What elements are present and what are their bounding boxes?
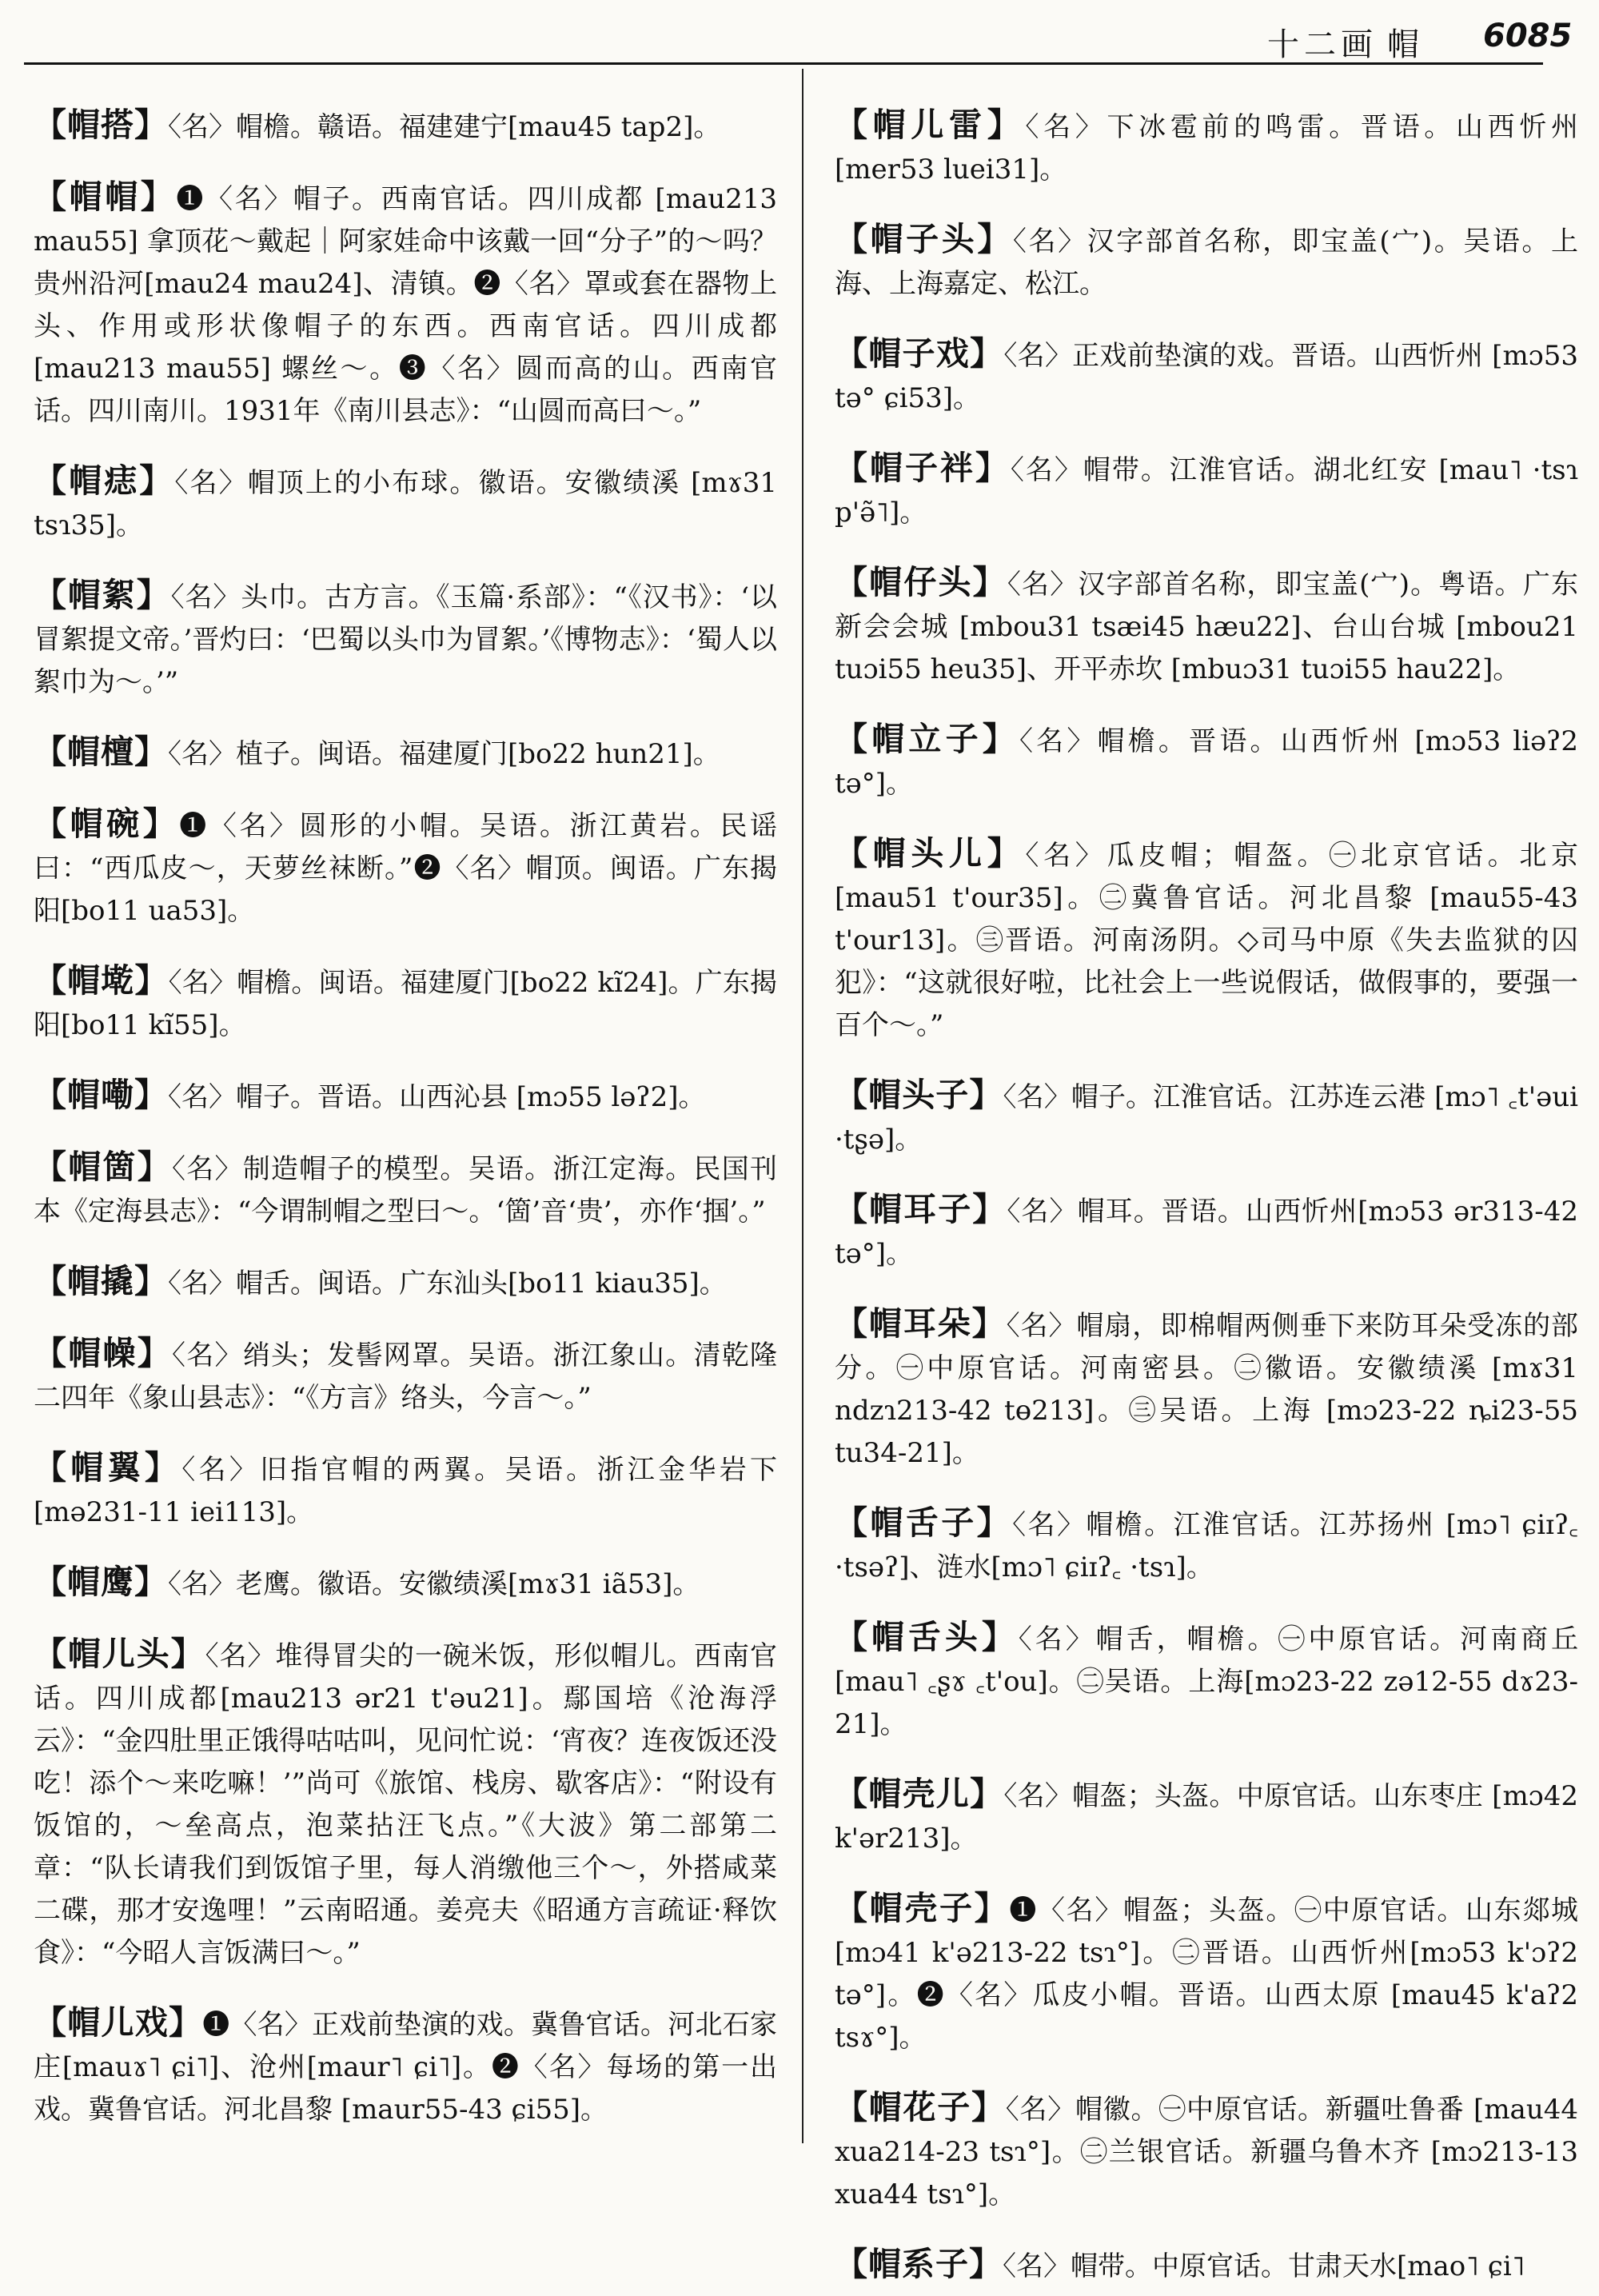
entry-headword: 【帽鹰】 [34, 1563, 168, 1601]
dictionary-entry [34, 176, 777, 433]
dictionary-entry [34, 574, 777, 704]
entry-headword: 【帽帽】 [34, 178, 177, 216]
entry-definition: ❶〈名〉正戏前垫演的戏。冀鲁官话。河北石家庄[mauɤ˥ ɕi˥]、沧州[maur˥ ɕi˥]。❷〈名〉每场的第一出戏。冀鲁官话。河北昌黎 [maur55-43 ɕi55]。 [34, 2009, 778, 2126]
entry-headword: 【帽子袢】 [835, 449, 1011, 487]
entry-headword: 【帽碗】 [34, 805, 180, 843]
entry-definition: 〈名〉帽徽。㊀中原官话。新疆吐鲁番 [mau44 xua214-23 tsɿ°]。㊁兰银官话。新疆乌鲁木齐 [mɔ213-13 xua44 tsɿ°]。 [835, 2094, 1578, 2210]
dictionary-entry [34, 1146, 777, 1233]
entry-headword: 【帽系子】 [835, 2245, 1003, 2283]
dictionary-entry [34, 803, 777, 932]
entry-headword: 【帽壳子】 [835, 1889, 1010, 1927]
entry-definition: 〈名〉下冰雹前的鸣雷。晋语。山西忻州 [mer53 luei31]。 [835, 111, 1579, 186]
dictionary-entry [835, 447, 1578, 534]
entry-headword: 【帽舌子】 [835, 1503, 1013, 1542]
dictionary-entry [835, 2086, 1578, 2216]
dictionary-entry [34, 1633, 777, 1975]
entry-definition: 〈名〉帽盔；头盔。中原官话。山东枣庄 [mɔ42 k'ər213]。 [835, 1780, 1578, 1855]
running-head-character: 帽 [1387, 26, 1419, 63]
entry-headword: 【帽舌头】 [835, 1618, 1019, 1656]
page-header [0, 0, 1599, 66]
entry-headword: 【帽耳子】 [835, 1190, 1007, 1228]
entry-headword: 【帽儿头】 [34, 1635, 205, 1673]
entry-definition: 〈名〉帽顶上的小布球。徽语。安徽绩溪 [mɤ31 tsɿ35]。 [34, 467, 778, 541]
entry-definition: 〈名〉帽檐。晋语。山西忻州 [mɔ53 liəʔ2 tə°]。 [835, 725, 1579, 800]
dictionary-entry [835, 1887, 1578, 2059]
entry-definition: ❶〈名〉帽子。西南官话。四川成都 [mau213 mau55] 拿顶花～戴起｜阿家娃命中该戴一回“分子”的～吗？贵州沿河[mau24 mau24]、清镇。❷〈名〉罩或套在器物上头、作用或形状像帽子的东西。西南官话。四川成都[mau213 mau55] 螺丝～。❸〈名〉圆而高的山。西南官话。四川南川。1931年《南川县志》：“山圆而高曰～。” [34, 183, 778, 427]
entry-headword: 【帽头子】 [835, 1076, 1003, 1114]
entry-definition: 〈名〉老鹰。徽语。安徽绩溪[mɤ31 iã53]。 [168, 1568, 700, 1600]
entry-definition: 〈名〉帽子。江淮官话。江苏连云港 [mɔ˥ ꜀t'əui ·tʂə]。 [835, 1081, 1578, 1156]
dictionary-entry [34, 1447, 777, 1534]
entry-definition: 〈名〉瓜皮帽；帽盔。㊀北京官话。北京 [mau51 t'our35]。㊁冀鲁官话。河北昌黎 [mau55-43 t'our13]。㊂晋语。河南汤阴。◇司马中原《失去监狱的囚犯》：“这就很好啦，比社会上一些说假话，做假事的，要强一百个～。” [835, 840, 1579, 1041]
entry-definition: 〈名〉正戏前垫演的戏。晋语。山西忻州 [mɔ53 tə° ɕi53]。 [835, 340, 1578, 414]
entry-headword: 【帽嘞】 [34, 1076, 168, 1114]
entry-definition: 〈名〉帽舌。闽语。广东汕头[bo11 kiau35]。 [168, 1268, 727, 1300]
header-rule [24, 62, 1543, 65]
entry-headword: 【帽檀】 [34, 733, 168, 771]
entry-headword: 【帽幧】 [34, 1334, 172, 1372]
entry-definition: 〈名〉帽檐。闽语。福建厦门[bo22 kĩ24]。广东揭阳[bo11 kĩ55]。 [34, 967, 777, 1041]
entry-definition: 〈名〉绡头；发髻网罩。吴语。浙江象山。清乾隆二四年《象山县志》：“《方言》络头，今言～。” [34, 1340, 778, 1414]
entry-headword: 【帽儿雷】 [835, 106, 1026, 144]
entry-headword: 【帽痣】 [34, 461, 175, 500]
dictionary-entry [835, 1773, 1578, 1860]
entry-headword: 【帽撬】 [34, 1262, 168, 1300]
entry-definition: 〈名〉帽扇，即棉帽两侧垂下来防耳朵受冻的部分。㊀中原官话。河南密县。㊁徽语。安徽绩溪 [mɤ31 ndzɿ213-42 tɵ213]。㊂吴语。上海 [mɔ23-22 ȵi23-55 tu34-21]。 [835, 1310, 1579, 1469]
dictionary-entry [835, 1616, 1578, 1746]
entry-definition: 〈名〉帽檐。江淮官话。江苏扬州 [mɔ˥ ɕiɪʔ꜀ ·tsəʔ]、涟水[mɔ˥ ɕiɪʔ꜀ ·tsɿ]。 [835, 1509, 1578, 1583]
left-column [34, 77, 777, 2139]
entry-headword: 【帽搭】 [34, 106, 168, 144]
dictionary-entry [835, 1303, 1578, 1475]
entry-definition: 〈名〉植子。闽语。福建厦门[bo22 hun21]。 [168, 738, 720, 770]
dictionary-entry [34, 960, 777, 1047]
dictionary-entry [34, 2002, 777, 2131]
column-divider [802, 69, 803, 2143]
entry-headword: 【帽立子】 [835, 720, 1019, 758]
dictionary-entry [34, 1332, 777, 1420]
dictionary-entry [835, 333, 1578, 420]
dictionary-entry [835, 1502, 1578, 1589]
dictionary-entry [835, 1074, 1578, 1161]
dictionary-entry [835, 1188, 1578, 1276]
entry-headword: 【帽箇】 [34, 1148, 172, 1186]
entry-headword: 【帽墘】 [34, 961, 169, 1000]
dictionary-entry [835, 104, 1578, 191]
entry-definition: 〈名〉头巾。古方言。《玉篇·系部》：“《汉书》：‘以冒絮提文帝。’晋灼曰：‘巴蜀以头巾为冒絮。’《博物志》：‘蜀人以絮巾为～。’” [34, 581, 778, 698]
dictionary-entry [34, 731, 777, 776]
entry-definition: ❶〈名〉帽盔；头盔。㊀中原官话。山东郯城[mɔ41 k'ə213-22 tsɿ°]。㊁晋语。山西忻州[mɔ53 k'ɔʔ2 tə°]。❷〈名〉瓜皮小帽。晋语。山西太原 [mau45 k'aʔ2 tsɤ°]。 [835, 1895, 1579, 2054]
entry-definition: 〈名〉旧指官帽的两翼。吴语。浙江金华岩下 [mə231-11 iei113]。 [34, 1454, 777, 1528]
section-label: 十二画 [1267, 26, 1378, 63]
dictionary-entry [835, 718, 1578, 805]
dictionary-entry [835, 218, 1578, 305]
right-column [835, 77, 1578, 2296]
entry-headword: 【帽儿戏】 [34, 2003, 203, 2042]
dictionary-entry [34, 1260, 777, 1305]
entry-definition: 〈名〉汉字部首名称，即宝盖(宀)。粤语。广东新会会城 [mbou31 tsæi45 hæu22]、台山台城 [mbou21 tuɔi55 heu35]、开平赤坎 [mbuɔ31 tuɔi55 hau22]。 [835, 569, 1578, 685]
entry-definition: 〈名〉帽带。中原官话。甘肃天水[mao˥ ɕi˥ [1003, 2250, 1525, 2282]
dictionary-entry [34, 1561, 777, 1606]
entry-headword: 【帽絮】 [34, 576, 171, 614]
dictionary-entry [34, 460, 777, 547]
dictionary-entry [835, 2243, 1578, 2288]
entry-headword: 【帽翼】 [34, 1448, 182, 1487]
dictionary-entry [835, 561, 1578, 691]
entry-headword: 【帽子头】 [835, 220, 1013, 258]
entry-definition: 〈名〉制造帽子的模型。吴语。浙江定海。民国刊本《定海县志》：“今谓制帽之型曰～。‘箇’音‘贵’，亦作‘掴’。” [34, 1153, 778, 1228]
dictionary-entry [835, 833, 1578, 1047]
entry-definition: 〈名〉堆得冒尖的一碗米饭，形似帽儿。西南官话。四川成都[mau213 ər21 t'əu21]。鄢国培《沧海浮云》：“金四肚里正饿得咕咕叫，见问忙说：‘宵夜？连夜饭还没吃！添个～来吃嘛！’”尚可《旅馆、栈房、歇客店》：“附设有饭馆的，～垒高点，泡菜拈汪飞点。”《大波》第二部第二章：“队长请我们到饭馆子里，每人消缴他三个～，外搭咸菜二碟，那才安逸哩！”云南昭通。姜亮夫《昭通方言疏证·释饮食》：“今昭人言饭满曰～。” [34, 1640, 778, 1969]
entry-headword: 【帽子戏】 [835, 334, 1004, 373]
entry-headword: 【帽耳朵】 [835, 1304, 1007, 1343]
entry-definition: 〈名〉帽带。江淮官话。湖北红安 [mau˥ ·tsɿ p'ə̃˥]。 [835, 454, 1578, 529]
entry-headword: 【帽花子】 [835, 2088, 1006, 2126]
entry-definition: 〈名〉帽耳。晋语。山西忻州[mɔ53 ər313-42 tə°]。 [835, 1196, 1578, 1270]
dictionary-entry [34, 1074, 777, 1119]
entry-headword: 【帽壳儿】 [835, 1775, 1004, 1813]
entry-headword: 【帽仔头】 [835, 563, 1007, 601]
entry-definition: 〈名〉汉字部首名称，即宝盖(宀)。吴语。上海、上海嘉定、松江。 [835, 226, 1579, 300]
page-number: 6085 [1483, 18, 1573, 54]
entry-definition: 〈名〉帽子。晋语。山西沁县 [mɔ55 ləʔ2]。 [168, 1081, 706, 1113]
entry-definition: ❶〈名〉圆形的小帽。吴语。浙江黄岩。民谣曰：“西瓜皮～，天萝丝袜断。”❷〈名〉帽顶。闽语。广东揭阳[bo11 ua53]。 [34, 810, 778, 927]
entry-headword: 【帽头儿】 [835, 834, 1026, 872]
entry-definition: 〈名〉帽舌，帽檐。㊀中原官话。河南商丘 [mau˥ ꜀ʂɤ ꜀t'ou]。㊁吴语。上海[mɔ23-22 zə12-55 dɤ23-21]。 [835, 1623, 1579, 1740]
entry-definition: 〈名〉帽檐。赣语。福建建宁[mau45 tap2]。 [168, 111, 721, 143]
dictionary-entry [34, 104, 777, 149]
